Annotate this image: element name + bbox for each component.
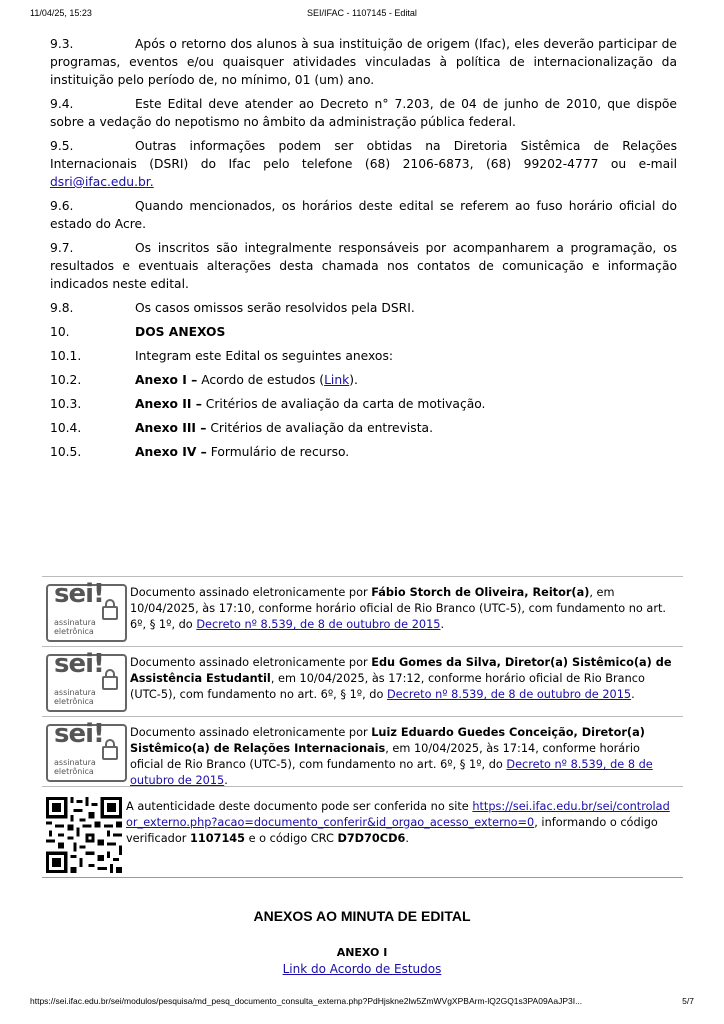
section-10-heading: 10. DOS ANEXOS <box>50 325 226 339</box>
lock-icon <box>102 676 118 690</box>
footer-url: https://sei.ifac.edu.br/sei/modulos/pesquisa/md_pesq_documento_consulta_externa.php?PdHjskne2lw5ZmWVgXPBArm-lQ2GQ1s3PA09AaJP3I... <box>30 996 583 1006</box>
signature-block <box>42 576 683 878</box>
signature-row: sei! assinatura eletrônica Documento assinado eletronicamente por Fábio Storch de Oliveira, Reitor(a), em 10/04/2025, às 17:10, conforme horário oficial de Rio Branco (UTC-5), com fundamento no art. 6º, § 1º, do Decreto nº 8.539, de 8 de outubro de 2015. <box>42 577 683 647</box>
print-title: SEI/IFAC - 1107145 - Edital <box>307 8 417 18</box>
authenticity-row: A autenticidade deste documento pode ser conferida no site https://sei.ifac.edu.br/sei/controlador_externo.php?acao=documento_conferir&id_orgao_acesso_externo=0, informando o código verificador 1107145 e o código CRC D7D70CD6. <box>42 787 683 878</box>
print-datetime: 11/04/25, 15:23 <box>30 8 92 18</box>
clause-10-3: 10.3. Anexo II – Critérios de avaliação da carta de motivação. <box>50 397 486 411</box>
annex-i-heading: ANEXO I <box>336 946 388 959</box>
signer-name: Fábio Storch de Oliveira, Reitor(a) <box>371 586 590 599</box>
crc-code: D7D70CD6 <box>337 832 406 845</box>
clause-9-8: 9.8. Os casos omissos serão resolvidos pela DSRI. <box>50 301 415 315</box>
clause-9-5: 9.5. Outras informações podem ser obtidas na Diretoria Sistêmica de Relações Internacionais (DSRI) do Ifac pelo telefone (68) 2106-6873, (68) 99202-4777 ou e-mail dsri@ifac.edu.br. <box>50 139 677 189</box>
clause-9-6: 9.6. Quando mencionados, os horários deste edital se referem ao fuso horário oficial do estado do Acre. <box>50 199 677 231</box>
verification-url-link[interactable]: https://sei.ifac.edu.br/sei/controlador_externo.php?acao=documento_conferir&id_orgao_acesso_externo=0 <box>126 800 670 829</box>
clause-10-4: 10.4. Anexo III – Critérios de avaliação da entrevista. <box>50 421 433 435</box>
annex-section-title: ANEXOS AO MINUTA DE EDITAL <box>253 908 471 924</box>
clause-9-3: 9.3. Após o retorno dos alunos à sua instituição de origem (Ifac), eles deverão participar de programas, eventos e/ou quaisquer atividades vinculadas à política de internacionalização da instituição pelo período de, no mínimo, 01 (um) ano. <box>50 37 677 87</box>
qr-code-icon <box>46 797 122 873</box>
signature-row: sei! assinatura eletrônica Documento assinado eletronicamente por Edu Gomes da Silva, Diretor(a) Sistêmico(a) de Assistência Estudantil, em 10/04/2025, às 17:12, conforme horário oficial de Rio Branco (UTC-5), com fundamento no art. 6º, § 1º, do Decreto nº 8.539, de 8 de outubro de 2015. <box>42 647 683 717</box>
annex-i-link[interactable]: Link <box>324 373 350 387</box>
decree-link[interactable]: Decreto nº 8.539, de 8 de outubro de 2015 <box>386 688 632 701</box>
clause-10-2: 10.2. Anexo I – Acordo de estudos (Link). <box>50 373 358 387</box>
decree-link[interactable]: Decreto nº 8.539, de 8 de outubro de 2015 <box>130 758 653 787</box>
clause-9-7: 9.7. Os inscritos são integralmente responsáveis por acompanharem a programação, os resultados e eventuais alterações desta chamada nos contatos de comunicação e informação indicados neste edital. <box>50 241 677 291</box>
verification-code: 1107145 <box>190 832 246 845</box>
lock-icon <box>102 746 118 760</box>
document-body <box>50 35 677 467</box>
lock-icon <box>102 606 118 620</box>
sei-seal-icon: sei! assinatura eletrônica <box>46 724 127 782</box>
page-number: 5/7 <box>682 996 694 1006</box>
signer-name: Edu Gomes da Silva, Diretor(a) Sistêmico(a) de Assistência Estudantil <box>130 656 672 685</box>
print-footer <box>30 996 694 1010</box>
study-agreement-link[interactable]: Link do Acordo de Estudos <box>282 962 442 976</box>
clause-10-5: 10.5. Anexo IV – Formulário de recurso. <box>50 445 350 459</box>
clause-10-1: 10.1. Integram este Edital os seguintes anexos: <box>50 349 394 363</box>
sei-seal-icon: sei! assinatura eletrônica <box>46 584 127 642</box>
signature-row: sei! assinatura eletrônica Documento assinado eletronicamente por Luiz Eduardo Guedes Conceição, Diretor(a) Sistêmico(a) de Relações Internacionais, em 10/04/2025, às 17:14, conforme horário oficial de Rio Branco (UTC-5), com fundamento no art. 6º, § 1º, do Decreto nº 8.539, de 8 de outubro de 2015. <box>42 717 683 787</box>
print-header <box>30 8 694 22</box>
email-link[interactable]: dsri@ifac.edu.br. <box>50 175 154 189</box>
clause-9-4: 9.4. Este Edital deve atender ao Decreto n° 7.203, de 04 de junho de 2010, que dispõe sobre a vedação do nepotismo no âmbito da administração pública federal. <box>50 97 677 129</box>
sei-seal-icon: sei! assinatura eletrônica <box>46 654 127 712</box>
signer-name: Luiz Eduardo Guedes Conceição, Diretor(a) Sistêmico(a) de Relações Internacionais <box>130 726 645 755</box>
decree-link[interactable]: Decreto nº 8.539, de 8 de outubro de 2015 <box>196 618 441 631</box>
